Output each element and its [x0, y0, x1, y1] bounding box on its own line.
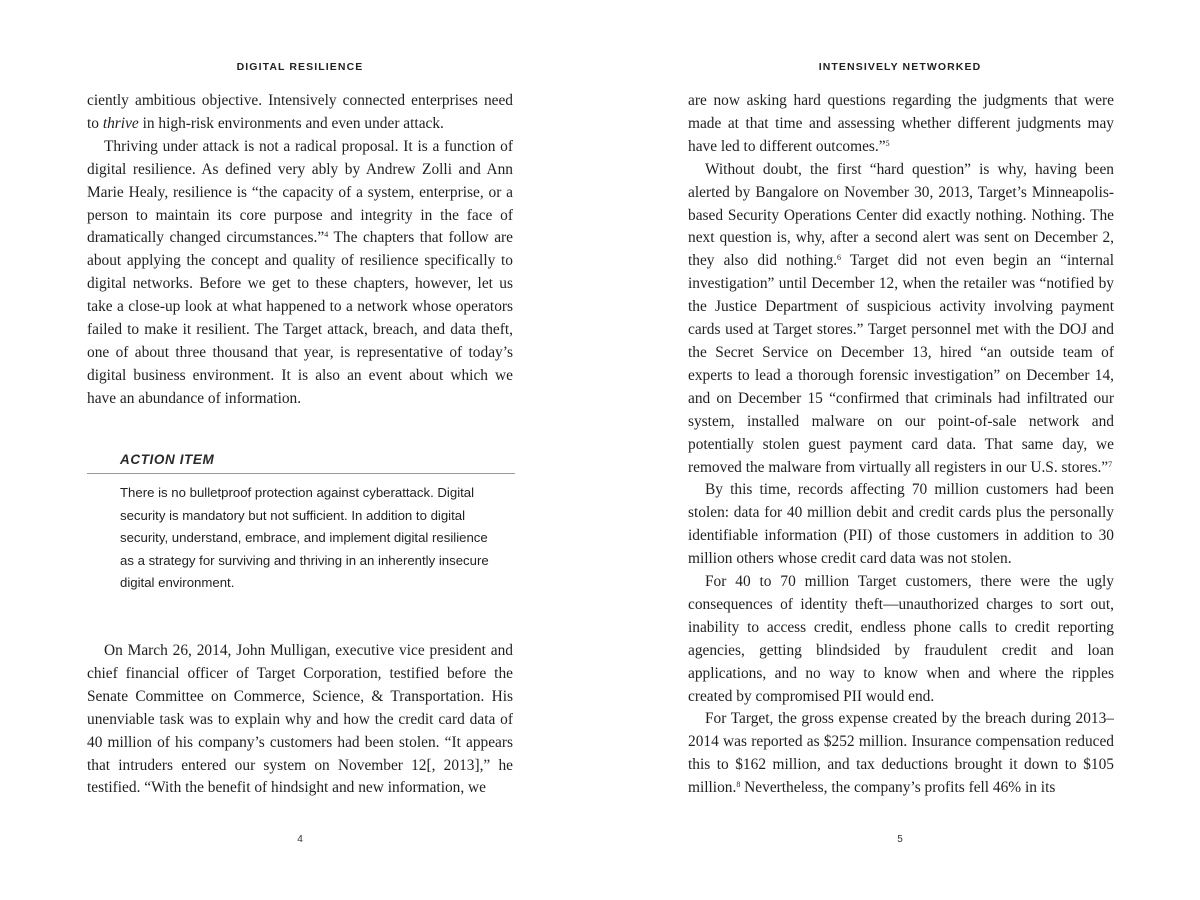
right-paragraph-5	[688, 708, 1114, 800]
left-paragraph-2	[87, 136, 513, 411]
left-paragraph-3: On March 26, 2014, John Mulligan, executive vice president and chief financial officer of Target Corporation, testified before the Senate Committee on Commerce, Science, & Transportation. His unenviable task was to explain why and how the credit card data of 40 million of his company’s customers had been stolen. “It appears that intruders entered our system on November 12[, 2013],” he testified. “With the benefit of hindsight and new information, we	[87, 642, 513, 797]
text-run: ciently ambitious objective. Intensively connected enterprises need to	[87, 92, 513, 132]
footnote-ref-8[interactable]: 8	[736, 780, 741, 790]
right-body	[688, 90, 1114, 800]
running-head-right: INTENSIVELY NETWORKED	[818, 61, 982, 73]
footnote-ref-5[interactable]: 5	[885, 138, 890, 148]
right-paragraph-2	[688, 159, 1114, 480]
text-run: Thriving under attack is not a radical proposal. It is a function of digital resilience. As defined very ably by Andrew Zolli and Ann Marie Healy, resilience is “the capacity of a system, enterprise, or a person to maintain its core purpose and integrity in the face of dramatically changed circumstances.”	[87, 137, 513, 247]
action-item-text: There is no bulletproof protection against cyberattack. Digital security is mandatory but not sufficient. In addition to digital security, understand, embrace, and implement digital resilience as a strategy for surviving and thriving in an inherently insecure digital environment.	[120, 485, 489, 591]
left-body-top	[87, 90, 513, 411]
text-run: in high-risk environments and even under attack.	[138, 114, 444, 132]
text-run: Without doubt, the first “hard question” is why, having been alerted by Bangalore on November 30, 2013, Target’s Minneapolis-based Security Operations Center did exactly nothing. Nothing. The next question is, why, after a second alert was sent on December 2, they also did nothing.	[688, 160, 1114, 270]
page-number-right: 5	[897, 834, 903, 845]
text-run: are now asking hard questions regarding the judgments that were made at that time and assessing whether different judgments may have led to different outcomes.”	[688, 92, 1114, 155]
text-run: The chapters that follow are about applying the concept and quality of resilience specifically to digital networks. Before we get to these chapters, however, let us take a close-up look at what happened to a network whose operators failed to make it resilient. The Target attack, breach, and data theft, one of about three thousand that year, is representative of today’s digital business environment. It is also an event about which we have an abundance of information.	[87, 229, 513, 407]
footnote-ref-4[interactable]: 4	[324, 230, 329, 240]
emphasis-thrive: thrive	[102, 114, 139, 132]
right-page	[600, 0, 1200, 900]
running-head-left: DIGITAL RESILIENCE	[236, 61, 364, 73]
left-body-bottom	[87, 640, 513, 800]
text-run: Target did not even begin an “internal investigation” until December 12, when the retailer was “notified by the Justice Department of suspicious activity involving payment cards used at Target stores.” Target personnel met with the DOJ and the Secret Service on December 13, hired “an outside team of experts to lead a thorough forensic investigation” on December 14, and on December 15 “confirmed that criminals had infiltrated our system, installed malware on our point-of-sale network and potentially stolen guest payment card data. That same day, we removed the malware from virtually all registers in our U.S. stores.”	[688, 252, 1114, 476]
text-run: For Target, the gross expense created by the breach during 2013–2014 was reported as $252 million. Insurance compensation reduced this to $162 million, and tax deductions brought it down to $105 million.	[688, 710, 1114, 797]
footnote-ref-7[interactable]: 7	[1108, 459, 1113, 469]
action-item-box	[87, 452, 515, 595]
right-paragraph-3: By this time, records affecting 70 million customers had been stolen: data for 40 million debit and credit cards plus the personally identifiable information (PII) of those customers in addition to 30 million others whose credit card data was not stolen.	[688, 481, 1114, 568]
page-number-left: 4	[297, 834, 303, 845]
text-run: Nevertheless, the company’s profits fell 46% in its	[740, 779, 1056, 797]
right-paragraph-4: For 40 to 70 million Target customers, there were the ugly consequences of identity theft—unauthorized charges to sort out, inability to access credit, endless phone calls to credit reporting agencies, getting blindsided by fraudulent credit and loan applications, and no way to know when and where the ripples created by compromised PII would end.	[688, 573, 1114, 705]
right-paragraph-1	[688, 90, 1114, 159]
action-item-heading: ACTION ITEM	[87, 452, 515, 474]
footnote-ref-6[interactable]: 6	[837, 253, 842, 263]
left-paragraph-1	[87, 90, 513, 136]
